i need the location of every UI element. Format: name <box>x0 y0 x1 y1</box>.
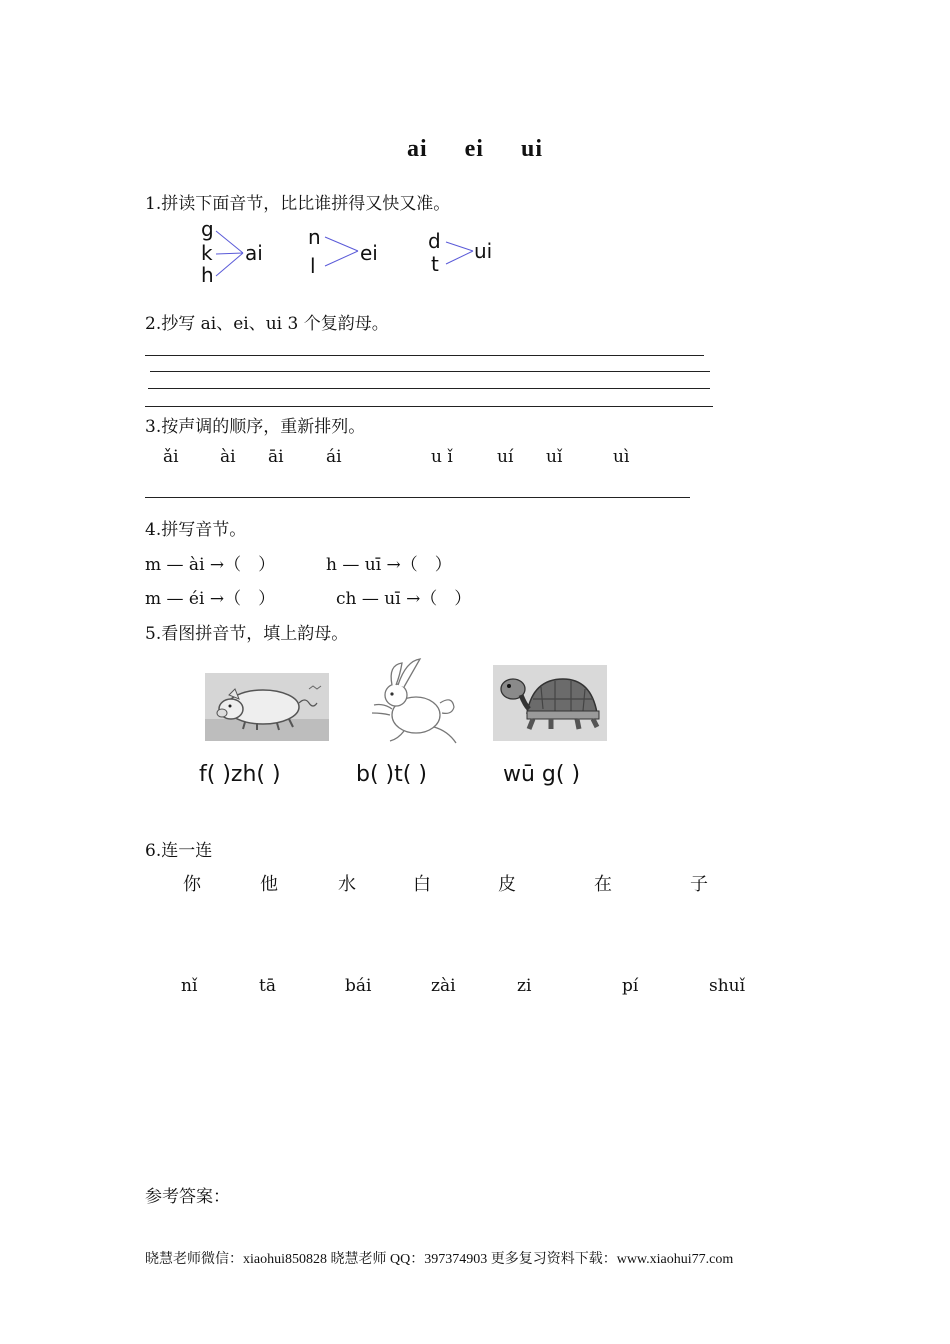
writing-line <box>145 406 713 407</box>
rabbit-picture <box>358 657 464 745</box>
question-4-label: 4.拼写音节。 <box>145 520 247 540</box>
initial-d: d <box>428 229 441 253</box>
tone-item: āi <box>268 447 284 467</box>
writing-line <box>148 388 710 389</box>
footer-contact: 晓慧老师微信：xiaohui850828 晓慧老师 QQ：397374903 更多复习资料下载：www.xiaohui77.com <box>145 1252 734 1267</box>
match-char: 你 <box>183 874 201 895</box>
tone-item: uì <box>613 447 630 467</box>
turtle-picture <box>493 665 607 741</box>
title-ai: ai <box>406 136 428 162</box>
fill-blank-pig: f( )zh( ) <box>199 762 281 787</box>
writing-line <box>145 355 704 356</box>
title-ei: ei <box>464 136 484 162</box>
answers-label: 参考答案： <box>145 1187 230 1207</box>
final-ui: ui <box>474 239 493 263</box>
initial-g: g <box>201 218 214 241</box>
writing-line <box>150 371 710 372</box>
match-char: 水 <box>338 874 356 895</box>
question-3-label: 3.按声调的顺序，重新排列。 <box>145 417 366 437</box>
initial-h: h <box>201 263 214 287</box>
tone-item: uí <box>497 447 514 467</box>
question-2-label: 2.抄写 ai、ei、ui 3 个复韵母。 <box>145 314 389 334</box>
initial-l: l <box>310 254 316 278</box>
title-ui: ui <box>520 136 543 162</box>
match-pinyin: shuǐ <box>709 976 746 996</box>
fill-blank-turtle: wū g( ) <box>503 762 581 787</box>
match-pinyin: tā <box>259 976 276 996</box>
match-char: 皮 <box>498 874 516 895</box>
final-ei: ei <box>360 241 378 265</box>
tone-item: uǐ <box>546 447 563 467</box>
initial-k: k <box>201 241 213 265</box>
match-char: 在 <box>594 874 612 895</box>
spelling-row: ch — uī →（ ） <box>336 589 472 609</box>
fill-blank-rabbit: b( )t( ) <box>356 762 427 787</box>
match-char: 子 <box>690 874 708 895</box>
tone-item: ǎi <box>163 447 179 467</box>
match-pinyin: nǐ <box>181 976 198 996</box>
match-pinyin: pí <box>622 976 639 996</box>
match-pinyin: zài <box>431 976 456 996</box>
spelling-row: m — éi →（ ） <box>145 589 276 609</box>
tone-item: ài <box>220 447 236 467</box>
question-6-label: 6.连一连 <box>145 841 213 861</box>
question-1-label: 1.拼读下面音节，比比谁拼得又快又准。 <box>145 194 451 214</box>
spelling-diagram <box>190 218 520 288</box>
final-ai: ai <box>245 241 263 265</box>
initial-n: n <box>308 225 321 249</box>
spelling-row: m — ài →（ ） <box>145 555 276 575</box>
match-pinyin: zi <box>517 976 532 996</box>
page-title <box>0 136 950 163</box>
question-5-label: 5.看图拼音节，填上韵母。 <box>145 624 349 644</box>
match-char: 他 <box>260 874 278 895</box>
match-char: 白 <box>413 874 431 895</box>
spelling-row: h — uī →（ ） <box>326 555 452 575</box>
answer-line <box>145 497 690 498</box>
tone-item: u ǐ <box>431 447 453 467</box>
initial-t: t <box>431 252 439 276</box>
match-pinyin: bái <box>345 976 372 996</box>
tone-item: ái <box>326 447 342 467</box>
pig-picture <box>205 673 329 741</box>
